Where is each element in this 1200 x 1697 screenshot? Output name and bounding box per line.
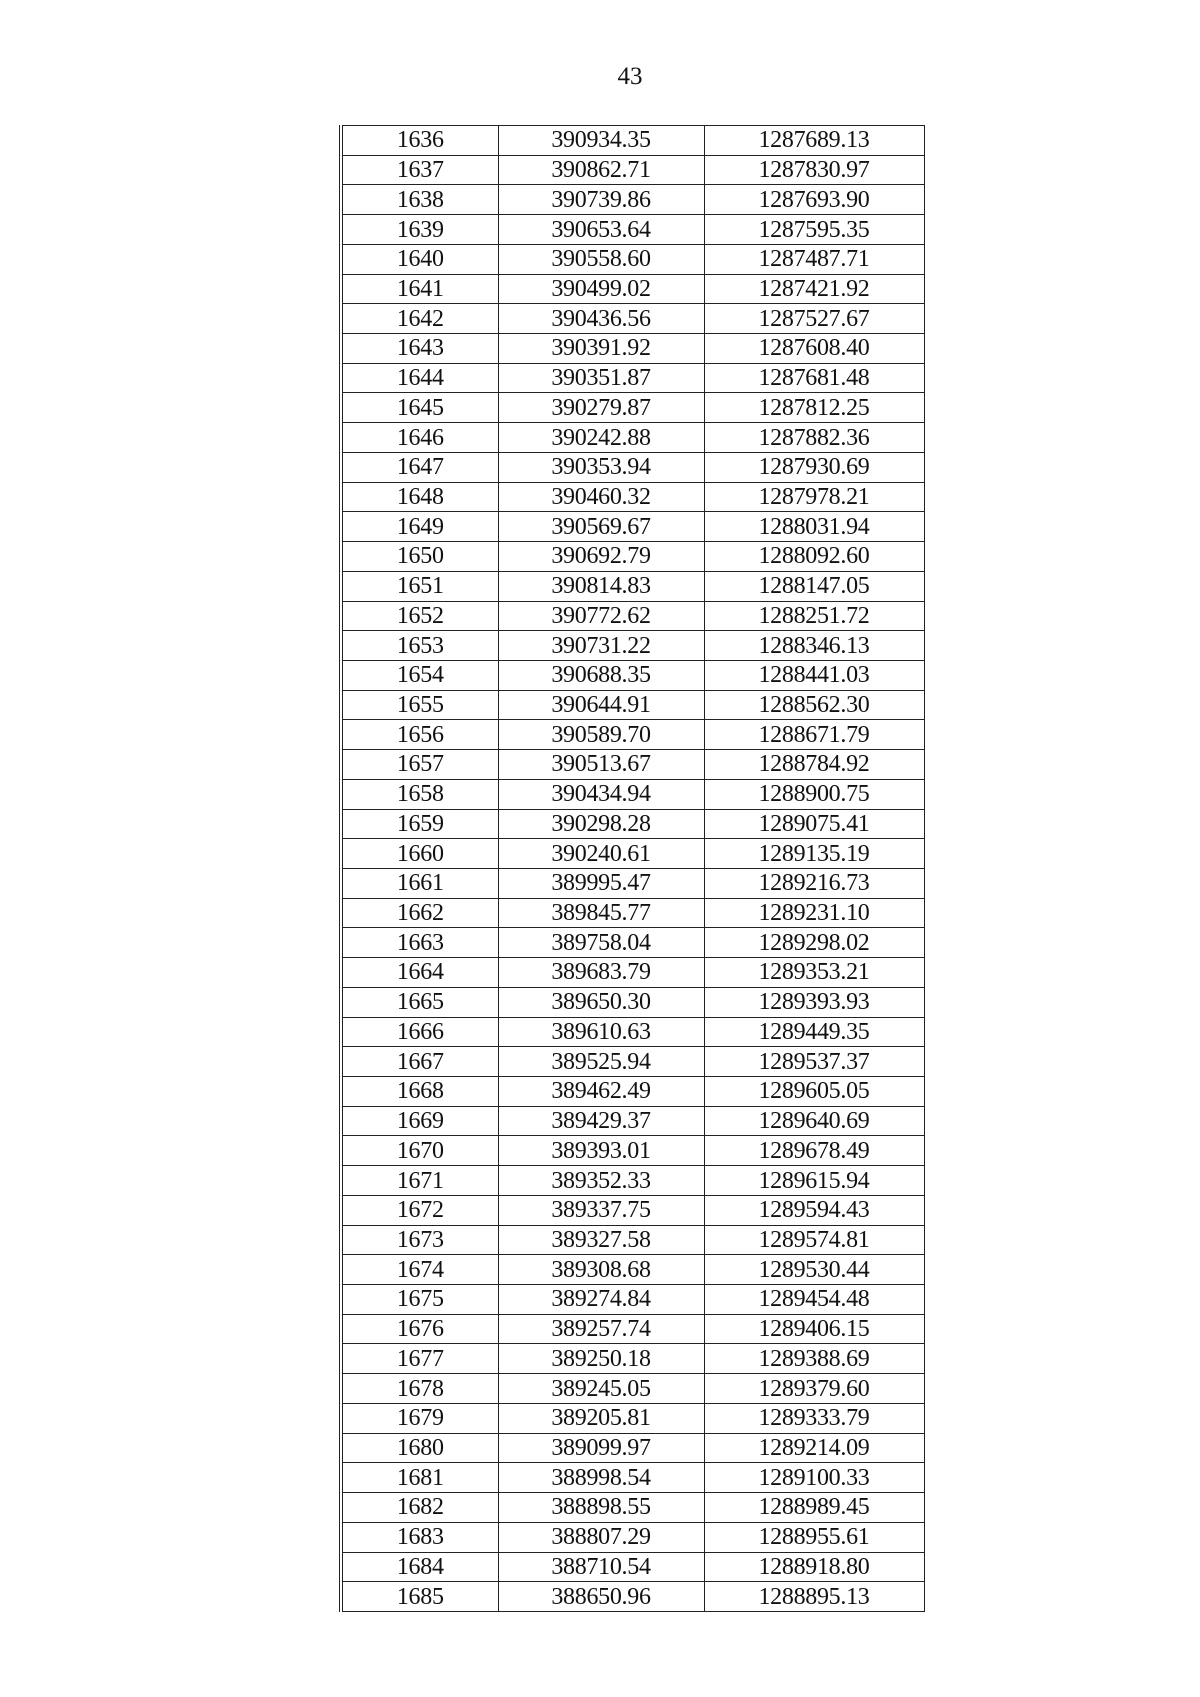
point-number-cell: 1652 xyxy=(341,601,498,631)
table-row xyxy=(341,512,924,542)
y-coordinate-cell: 1289298.02 xyxy=(704,928,924,958)
y-coordinate-cell: 1288031.94 xyxy=(704,512,924,542)
y-coordinate-cell: 1289388.69 xyxy=(704,1344,924,1374)
point-number-cell: 1667 xyxy=(341,1047,498,1077)
y-coordinate-cell: 1289100.33 xyxy=(704,1463,924,1493)
table-row xyxy=(341,1195,924,1225)
table-row xyxy=(341,1463,924,1493)
x-coordinate-cell: 389205.81 xyxy=(498,1403,704,1433)
point-number-cell: 1658 xyxy=(341,779,498,809)
point-number-cell: 1682 xyxy=(341,1493,498,1523)
point-number-cell: 1638 xyxy=(341,185,498,215)
point-number-cell: 1673 xyxy=(341,1225,498,1255)
point-number-cell: 1672 xyxy=(341,1195,498,1225)
y-coordinate-cell: 1289678.49 xyxy=(704,1136,924,1166)
point-number-cell: 1651 xyxy=(341,571,498,601)
x-coordinate-cell: 390692.79 xyxy=(498,542,704,572)
y-coordinate-cell: 1287689.13 xyxy=(704,126,924,156)
y-coordinate-cell: 1287882.36 xyxy=(704,423,924,453)
table-row xyxy=(341,1582,924,1612)
x-coordinate-cell: 389352.33 xyxy=(498,1166,704,1196)
table-row xyxy=(341,1106,924,1136)
x-coordinate-cell: 390814.83 xyxy=(498,571,704,601)
table-row xyxy=(341,482,924,512)
point-number-cell: 1676 xyxy=(341,1314,498,1344)
table-row xyxy=(341,1285,924,1315)
y-coordinate-cell: 1289135.19 xyxy=(704,839,924,869)
table-row xyxy=(341,1374,924,1404)
table-row xyxy=(341,1552,924,1582)
x-coordinate-cell: 390589.70 xyxy=(498,720,704,750)
x-coordinate-cell: 390772.62 xyxy=(498,601,704,631)
point-number-cell: 1670 xyxy=(341,1136,498,1166)
table-row xyxy=(341,185,924,215)
y-coordinate-cell: 1287978.21 xyxy=(704,482,924,512)
point-number-cell: 1679 xyxy=(341,1403,498,1433)
point-number-cell: 1649 xyxy=(341,512,498,542)
point-number-cell: 1654 xyxy=(341,660,498,690)
x-coordinate-cell: 390934.35 xyxy=(498,126,704,156)
point-number-cell: 1683 xyxy=(341,1522,498,1552)
point-number-cell: 1641 xyxy=(341,274,498,304)
x-coordinate-cell: 390653.64 xyxy=(498,215,704,245)
y-coordinate-cell: 1289393.93 xyxy=(704,987,924,1017)
x-coordinate-cell: 389650.30 xyxy=(498,987,704,1017)
table-row xyxy=(341,750,924,780)
x-coordinate-cell: 389308.68 xyxy=(498,1255,704,1285)
table-row xyxy=(341,690,924,720)
table-row xyxy=(341,1314,924,1344)
y-coordinate-cell: 1289379.60 xyxy=(704,1374,924,1404)
point-number-cell: 1650 xyxy=(341,542,498,572)
y-coordinate-cell: 1288989.45 xyxy=(704,1493,924,1523)
table-row xyxy=(341,631,924,661)
y-coordinate-cell: 1288671.79 xyxy=(704,720,924,750)
table-row xyxy=(341,1433,924,1463)
point-number-cell: 1681 xyxy=(341,1463,498,1493)
table-row xyxy=(341,1166,924,1196)
y-coordinate-cell: 1289605.05 xyxy=(704,1077,924,1107)
y-coordinate-cell: 1288147.05 xyxy=(704,571,924,601)
x-coordinate-cell: 389683.79 xyxy=(498,958,704,988)
coordinates-table xyxy=(339,125,925,1612)
y-coordinate-cell: 1287693.90 xyxy=(704,185,924,215)
table-row xyxy=(341,1047,924,1077)
y-coordinate-cell: 1289574.81 xyxy=(704,1225,924,1255)
x-coordinate-cell: 390460.32 xyxy=(498,482,704,512)
table-row xyxy=(341,363,924,393)
table-row xyxy=(341,215,924,245)
table-row xyxy=(341,1344,924,1374)
point-number-cell: 1636 xyxy=(341,126,498,156)
table-row xyxy=(341,720,924,750)
point-number-cell: 1664 xyxy=(341,958,498,988)
table-row xyxy=(341,868,924,898)
table-row xyxy=(341,601,924,631)
table-row xyxy=(341,1493,924,1523)
page-number: 43 xyxy=(617,63,643,90)
x-coordinate-cell: 389327.58 xyxy=(498,1225,704,1255)
y-coordinate-cell: 1287812.25 xyxy=(704,393,924,423)
y-coordinate-cell: 1289333.79 xyxy=(704,1403,924,1433)
x-coordinate-cell: 389274.84 xyxy=(498,1285,704,1315)
y-coordinate-cell: 1288562.30 xyxy=(704,690,924,720)
table-row xyxy=(341,571,924,601)
x-coordinate-cell: 388710.54 xyxy=(498,1552,704,1582)
y-coordinate-cell: 1288895.13 xyxy=(704,1582,924,1612)
point-number-cell: 1666 xyxy=(341,1017,498,1047)
x-coordinate-cell: 389250.18 xyxy=(498,1344,704,1374)
x-coordinate-cell: 390739.86 xyxy=(498,185,704,215)
table-row xyxy=(341,274,924,304)
x-coordinate-cell: 390513.67 xyxy=(498,750,704,780)
y-coordinate-cell: 1288346.13 xyxy=(704,631,924,661)
point-number-cell: 1646 xyxy=(341,423,498,453)
y-coordinate-cell: 1289214.09 xyxy=(704,1433,924,1463)
x-coordinate-cell: 389845.77 xyxy=(498,898,704,928)
point-number-cell: 1642 xyxy=(341,304,498,334)
x-coordinate-cell: 388807.29 xyxy=(498,1522,704,1552)
y-coordinate-cell: 1289231.10 xyxy=(704,898,924,928)
x-coordinate-cell: 390351.87 xyxy=(498,363,704,393)
table-row xyxy=(341,155,924,185)
table-row xyxy=(341,809,924,839)
point-number-cell: 1674 xyxy=(341,1255,498,1285)
y-coordinate-cell: 1287930.69 xyxy=(704,452,924,482)
x-coordinate-cell: 390731.22 xyxy=(498,631,704,661)
x-coordinate-cell: 390862.71 xyxy=(498,155,704,185)
x-coordinate-cell: 389610.63 xyxy=(498,1017,704,1047)
y-coordinate-cell: 1289537.37 xyxy=(704,1047,924,1077)
table-row xyxy=(341,987,924,1017)
table-row xyxy=(341,779,924,809)
x-coordinate-cell: 390353.94 xyxy=(498,452,704,482)
x-coordinate-cell: 390279.87 xyxy=(498,393,704,423)
x-coordinate-cell: 389393.01 xyxy=(498,1136,704,1166)
y-coordinate-cell: 1289449.35 xyxy=(704,1017,924,1047)
y-coordinate-cell: 1287487.71 xyxy=(704,244,924,274)
y-coordinate-cell: 1287830.97 xyxy=(704,155,924,185)
x-coordinate-cell: 389758.04 xyxy=(498,928,704,958)
x-coordinate-cell: 390434.94 xyxy=(498,779,704,809)
table-row xyxy=(341,898,924,928)
table-row xyxy=(341,304,924,334)
y-coordinate-cell: 1289216.73 xyxy=(704,868,924,898)
point-number-cell: 1645 xyxy=(341,393,498,423)
point-number-cell: 1647 xyxy=(341,452,498,482)
point-number-cell: 1643 xyxy=(341,334,498,364)
y-coordinate-cell: 1288955.61 xyxy=(704,1522,924,1552)
y-coordinate-cell: 1287681.48 xyxy=(704,363,924,393)
table-row xyxy=(341,660,924,690)
point-number-cell: 1653 xyxy=(341,631,498,661)
y-coordinate-cell: 1289353.21 xyxy=(704,958,924,988)
y-coordinate-cell: 1287595.35 xyxy=(704,215,924,245)
point-number-cell: 1675 xyxy=(341,1285,498,1315)
x-coordinate-cell: 389337.75 xyxy=(498,1195,704,1225)
table-row xyxy=(341,1136,924,1166)
y-coordinate-cell: 1289640.69 xyxy=(704,1106,924,1136)
table-row xyxy=(341,1522,924,1552)
point-number-cell: 1644 xyxy=(341,363,498,393)
point-number-cell: 1657 xyxy=(341,750,498,780)
table-row xyxy=(341,334,924,364)
x-coordinate-cell: 389462.49 xyxy=(498,1077,704,1107)
x-coordinate-cell: 389525.94 xyxy=(498,1047,704,1077)
table-row xyxy=(341,1403,924,1433)
point-number-cell: 1660 xyxy=(341,839,498,869)
x-coordinate-cell: 390298.28 xyxy=(498,809,704,839)
x-coordinate-cell: 390242.88 xyxy=(498,423,704,453)
x-coordinate-cell: 388998.54 xyxy=(498,1463,704,1493)
y-coordinate-cell: 1289530.44 xyxy=(704,1255,924,1285)
x-coordinate-cell: 390391.92 xyxy=(498,334,704,364)
x-coordinate-cell: 389995.47 xyxy=(498,868,704,898)
table-row xyxy=(341,393,924,423)
point-number-cell: 1668 xyxy=(341,1077,498,1107)
point-number-cell: 1662 xyxy=(341,898,498,928)
table-row xyxy=(341,452,924,482)
y-coordinate-cell: 1287608.40 xyxy=(704,334,924,364)
point-number-cell: 1685 xyxy=(341,1582,498,1612)
x-coordinate-cell: 390558.60 xyxy=(498,244,704,274)
point-number-cell: 1655 xyxy=(341,690,498,720)
x-coordinate-cell: 388898.55 xyxy=(498,1493,704,1523)
y-coordinate-cell: 1287527.67 xyxy=(704,304,924,334)
x-coordinate-cell: 389429.37 xyxy=(498,1106,704,1136)
point-number-cell: 1684 xyxy=(341,1552,498,1582)
x-coordinate-cell: 389099.97 xyxy=(498,1433,704,1463)
point-number-cell: 1659 xyxy=(341,809,498,839)
x-coordinate-cell: 388650.96 xyxy=(498,1582,704,1612)
point-number-cell: 1637 xyxy=(341,155,498,185)
point-number-cell: 1639 xyxy=(341,215,498,245)
table-row xyxy=(341,244,924,274)
table-row xyxy=(341,1017,924,1047)
point-number-cell: 1678 xyxy=(341,1374,498,1404)
table-row xyxy=(341,542,924,572)
x-coordinate-cell: 390240.61 xyxy=(498,839,704,869)
table-row xyxy=(341,126,924,156)
point-number-cell: 1677 xyxy=(341,1344,498,1374)
table-row xyxy=(341,928,924,958)
y-coordinate-cell: 1289594.43 xyxy=(704,1195,924,1225)
x-coordinate-cell: 390499.02 xyxy=(498,274,704,304)
x-coordinate-cell: 390644.91 xyxy=(498,690,704,720)
table-row xyxy=(341,1225,924,1255)
point-number-cell: 1671 xyxy=(341,1166,498,1196)
y-coordinate-cell: 1288784.92 xyxy=(704,750,924,780)
y-coordinate-cell: 1288900.75 xyxy=(704,779,924,809)
point-number-cell: 1663 xyxy=(341,928,498,958)
point-number-cell: 1648 xyxy=(341,482,498,512)
y-coordinate-cell: 1288251.72 xyxy=(704,601,924,631)
coordinates-table-body xyxy=(341,126,924,1612)
point-number-cell: 1656 xyxy=(341,720,498,750)
y-coordinate-cell: 1289406.15 xyxy=(704,1314,924,1344)
table-row xyxy=(341,958,924,988)
table-row xyxy=(341,423,924,453)
point-number-cell: 1665 xyxy=(341,987,498,1017)
table-row xyxy=(341,839,924,869)
x-coordinate-cell: 390569.67 xyxy=(498,512,704,542)
table-row xyxy=(341,1077,924,1107)
x-coordinate-cell: 389245.05 xyxy=(498,1374,704,1404)
point-number-cell: 1669 xyxy=(341,1106,498,1136)
point-number-cell: 1640 xyxy=(341,244,498,274)
y-coordinate-cell: 1289075.41 xyxy=(704,809,924,839)
y-coordinate-cell: 1289615.94 xyxy=(704,1166,924,1196)
point-number-cell: 1680 xyxy=(341,1433,498,1463)
x-coordinate-cell: 389257.74 xyxy=(498,1314,704,1344)
y-coordinate-cell: 1288918.80 xyxy=(704,1552,924,1582)
y-coordinate-cell: 1288441.03 xyxy=(704,660,924,690)
x-coordinate-cell: 390688.35 xyxy=(498,660,704,690)
x-coordinate-cell: 390436.56 xyxy=(498,304,704,334)
table-row xyxy=(341,1255,924,1285)
y-coordinate-cell: 1289454.48 xyxy=(704,1285,924,1315)
y-coordinate-cell: 1287421.92 xyxy=(704,274,924,304)
point-number-cell: 1661 xyxy=(341,868,498,898)
y-coordinate-cell: 1288092.60 xyxy=(704,542,924,572)
